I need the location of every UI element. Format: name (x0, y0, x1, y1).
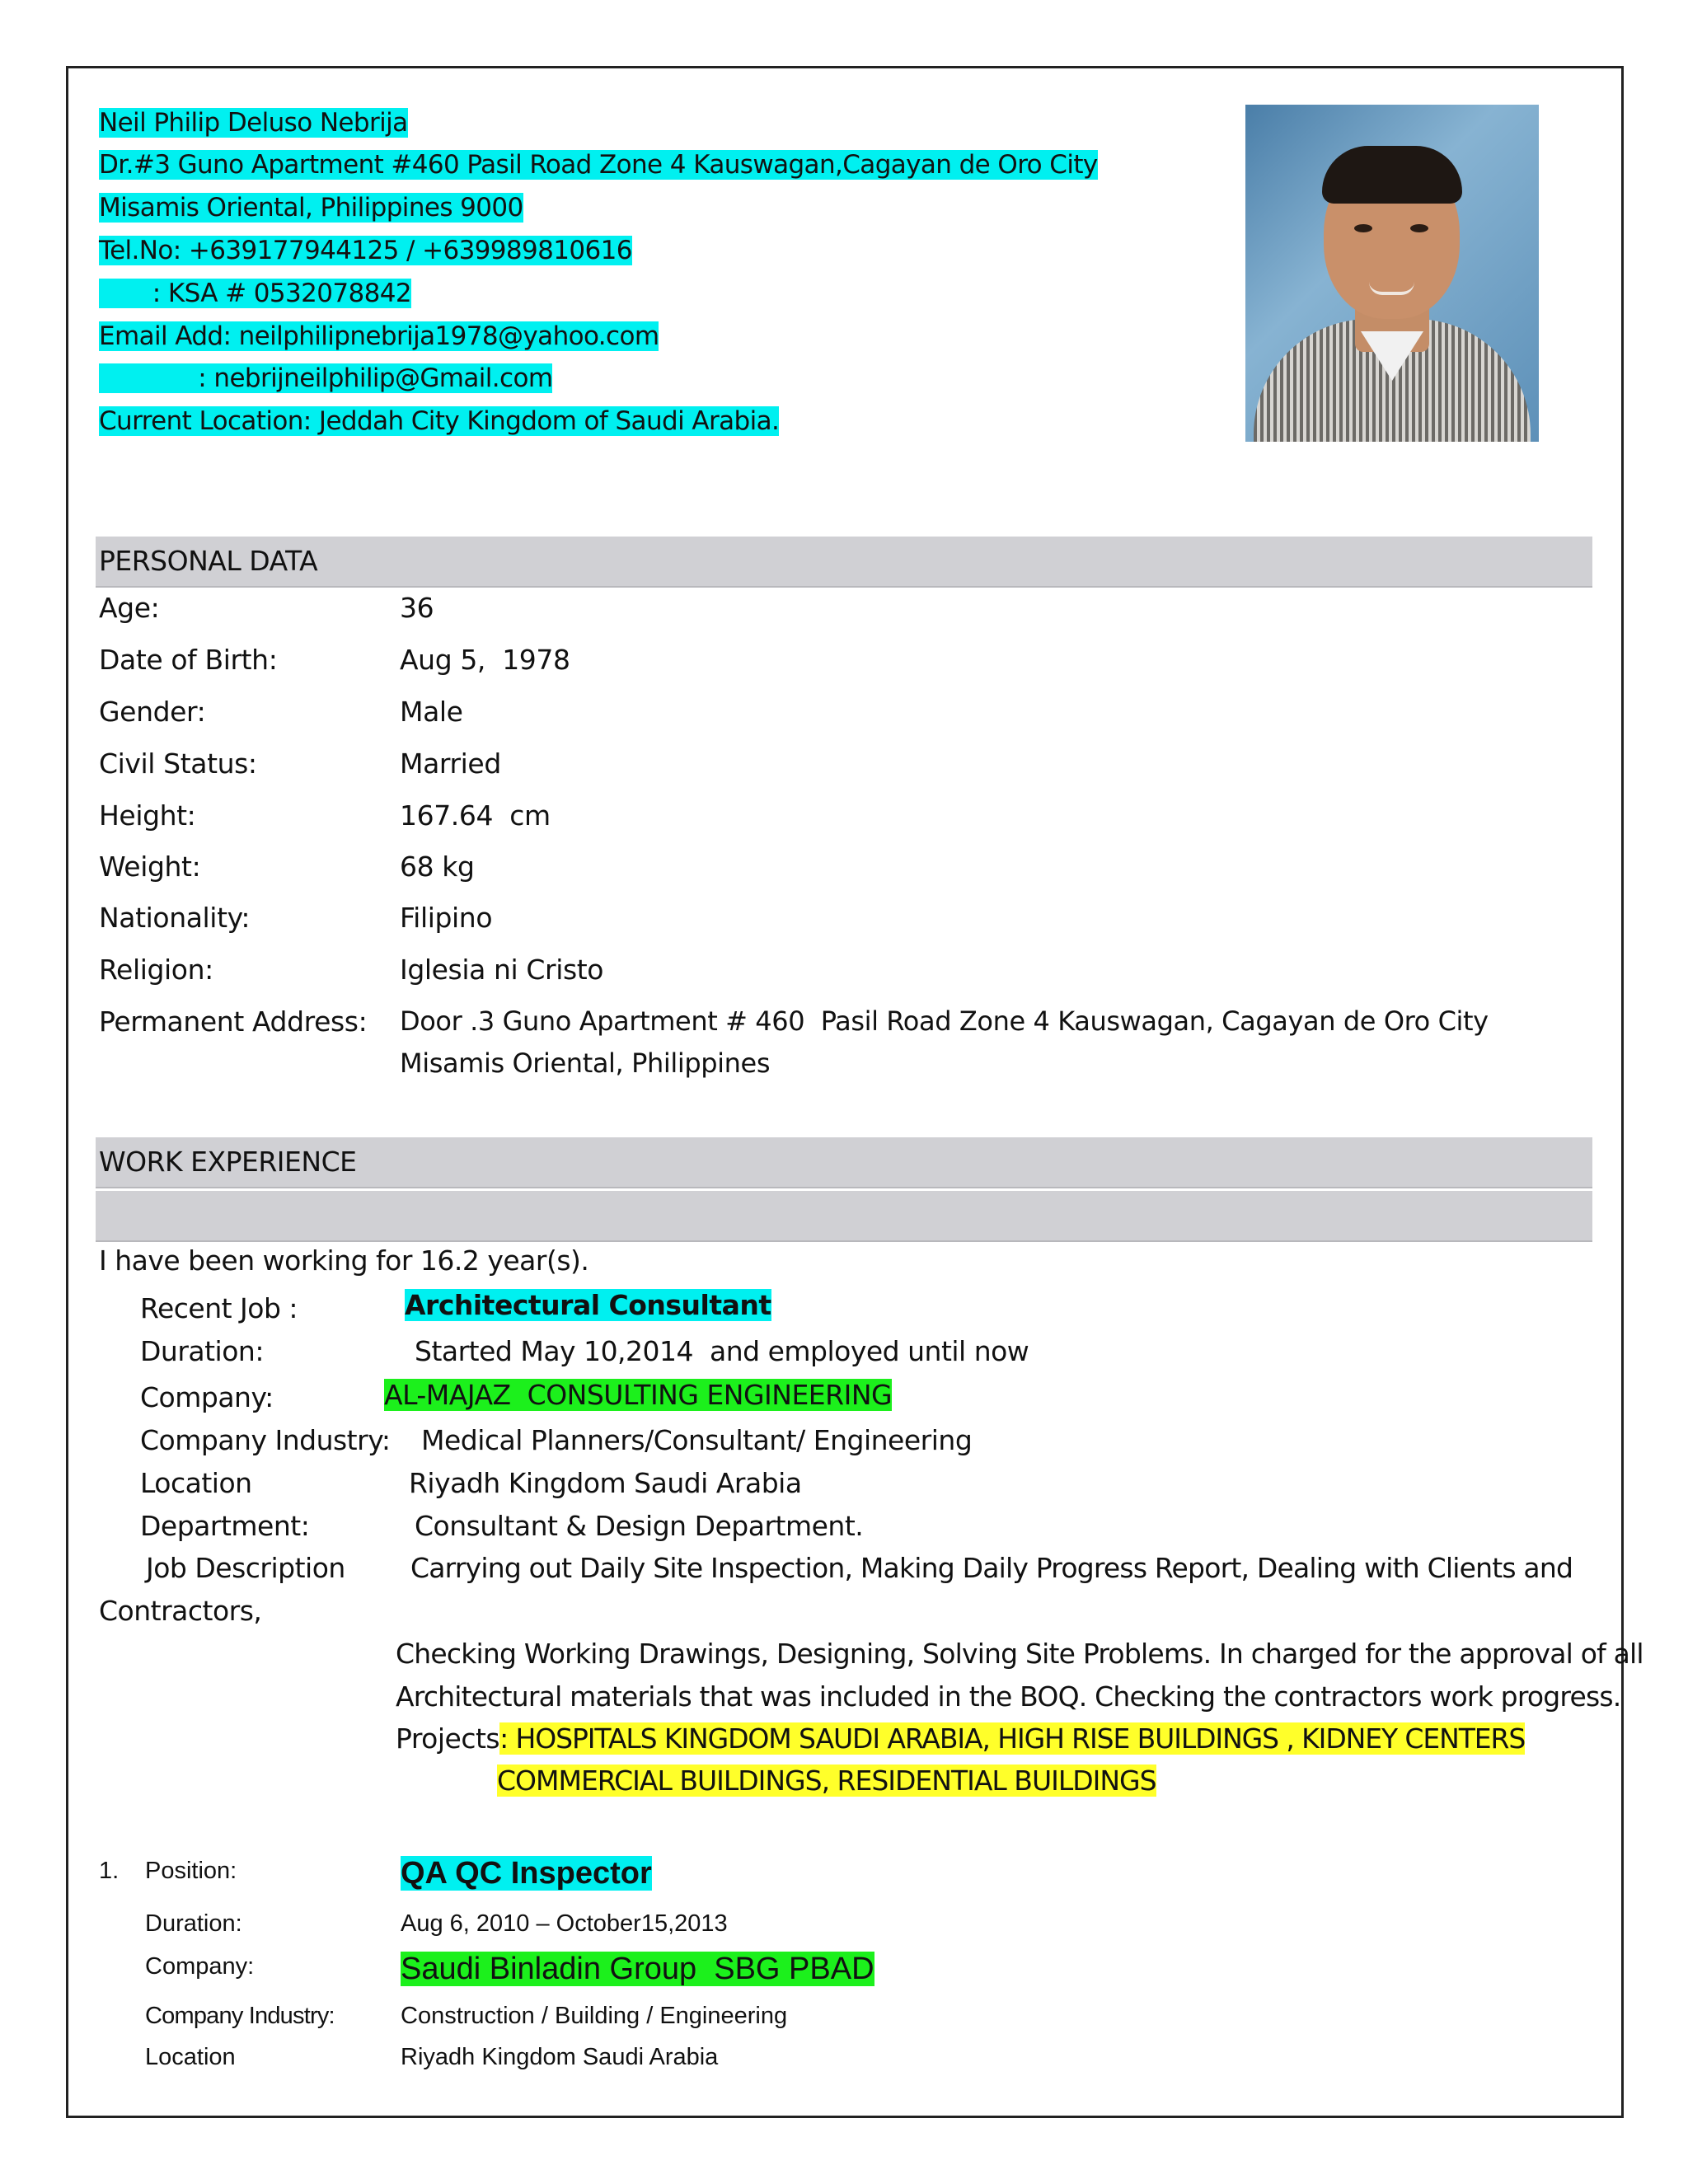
label-age: Age: (99, 592, 160, 624)
prev-company-value (401, 1952, 874, 1987)
location-value: Riyadh Kingdom Saudi Arabia (409, 1467, 802, 1499)
value-permanent-address-cont: Misamis Oriental, Philippines (400, 1047, 771, 1079)
industry-value: Medical Planners/Consultant/ Engineering (421, 1424, 973, 1456)
value-weight: 68 kg (400, 851, 475, 883)
ksa-phone: : KSA # 0532078842 (99, 279, 411, 308)
jobdesc-label: Job Description (146, 1552, 345, 1584)
work-experience-subbar (96, 1191, 1592, 1240)
jobdesc-cont: Contractors, (99, 1595, 262, 1627)
prev-company-label: Company: (145, 1953, 255, 1980)
duration-label: Duration: (140, 1335, 264, 1367)
work-experience-title: WORK EXPERIENCE (99, 1146, 357, 1178)
department-label: Department: (140, 1510, 310, 1542)
work-summary: I have been working for 16.2 year(s). (99, 1244, 589, 1277)
industry-label: Company Industry: (140, 1424, 391, 1456)
department-value: Consultant & Design Department. (415, 1510, 864, 1542)
contact-line-email2 (99, 360, 552, 396)
prev-company-name: Saudi Binladin Group SBG PBAD (401, 1952, 874, 1986)
company-name: AL-MAJAZ CONSULTING ENGINEERING (384, 1379, 893, 1411)
email: Email Add: neilphilipnebrija1978@yahoo.com (99, 321, 659, 351)
company-label: Company: (140, 1381, 274, 1413)
location-label: Location (140, 1467, 252, 1499)
recent-job-title: Architectural Consultant (405, 1289, 771, 1321)
projects-list-1: : HOSPITALS KINGDOM SAUDI ARABIA, HIGH RISE BUILDINGS , KIDNEY CENTERS (499, 1722, 1526, 1755)
projects-line-2 (497, 1765, 1156, 1797)
label-weight: Weight: (99, 851, 201, 883)
label-religion: Religion: (99, 954, 213, 986)
address-line-2: Misamis Oriental, Philippines 9000 (99, 193, 523, 223)
prev-location-value: Riyadh Kingdom Saudi Arabia (401, 2044, 719, 2070)
contact-line-ksa (99, 275, 411, 312)
label-height: Height: (99, 799, 196, 832)
value-religion: Iglesia ni Cristo (400, 954, 604, 986)
contact-line-address2 (99, 190, 523, 226)
projects-line (396, 1722, 1525, 1755)
candidate-name: Neil Philip Deluso Nebrija (99, 108, 408, 138)
value-permanent-address: Door .3 Guno Apartment # 460 Pasil Road Zone 4 Kauswagan, Cagayan de Oro City (400, 1005, 1489, 1037)
projects-list-2: COMMERCIAL BUILDINGS, RESIDENTIAL BUILDINGS (497, 1765, 1156, 1797)
value-civil-status: Married (400, 748, 501, 780)
contact-line-email (99, 318, 659, 354)
contact-line-location (99, 403, 779, 439)
label-gender: Gender: (99, 696, 206, 728)
personal-data-header (96, 537, 1592, 586)
value-age: 36 (400, 592, 434, 624)
value-gender: Male (400, 696, 463, 728)
label-civil-status: Civil Status: (99, 748, 257, 780)
position-label: Position: (145, 1858, 237, 1884)
jobdesc-line3: Architectural materials that was included in the BOQ. Checking the contractors work progress. (396, 1680, 1621, 1713)
profile-photo (1245, 105, 1539, 442)
personal-data-title: PERSONAL DATA (99, 545, 318, 577)
prev-location-label: Location (145, 2044, 236, 2070)
projects-label: Projects (396, 1722, 500, 1755)
prev-duration-value: Aug 6, 2010 – October15,2013 (401, 1910, 728, 1937)
contact-line-tel (99, 232, 632, 269)
current-location: Current Location: Jeddah City Kingdom of Saudi Arabia. (99, 406, 780, 436)
position-value (401, 1856, 652, 1891)
company-value (384, 1379, 892, 1411)
label-dob: Date of Birth: (99, 644, 278, 676)
prev-industry-label: Company Industry: (145, 2003, 335, 2029)
duration-value: Started May 10,2014 and employed until now (415, 1335, 1029, 1367)
value-nationality: Filipino (400, 902, 493, 934)
jobdesc-value: Carrying out Daily Site Inspection, Making Daily Progress Report, Dealing with Clients and (410, 1552, 1573, 1584)
label-nationality: Nationality: (99, 902, 251, 934)
prev-industry-value: Construction / Building / Engineering (401, 2003, 788, 2029)
label-permanent-address: Permanent Address: (99, 1005, 368, 1038)
position-title: QA QC Inspector (401, 1856, 652, 1891)
value-dob: Aug 5, 1978 (400, 644, 570, 676)
address-line-1: Dr.#3 Guno Apartment #460 Pasil Road Zone 4 Kauswagan,Cagayan de Oro City (99, 150, 1098, 180)
telephone: Tel.No: +639177944125 / +639989810616 (99, 236, 632, 265)
recent-job-value (405, 1289, 771, 1321)
email-secondary: : nebrijneilphilip@Gmail.com (99, 363, 553, 393)
contact-line-name (99, 105, 408, 141)
previous-job-number: 1. (99, 1858, 120, 1884)
work-experience-header (96, 1137, 1592, 1187)
value-height: 167.64 cm (400, 799, 551, 832)
jobdesc-line2: Checking Working Drawings, Designing, Solving Site Problems. In charged for the approval of all (396, 1638, 1643, 1670)
contact-line-address1 (99, 147, 1098, 183)
prev-duration-label: Duration: (145, 1910, 242, 1937)
recent-job-label: Recent Job : (140, 1292, 298, 1324)
